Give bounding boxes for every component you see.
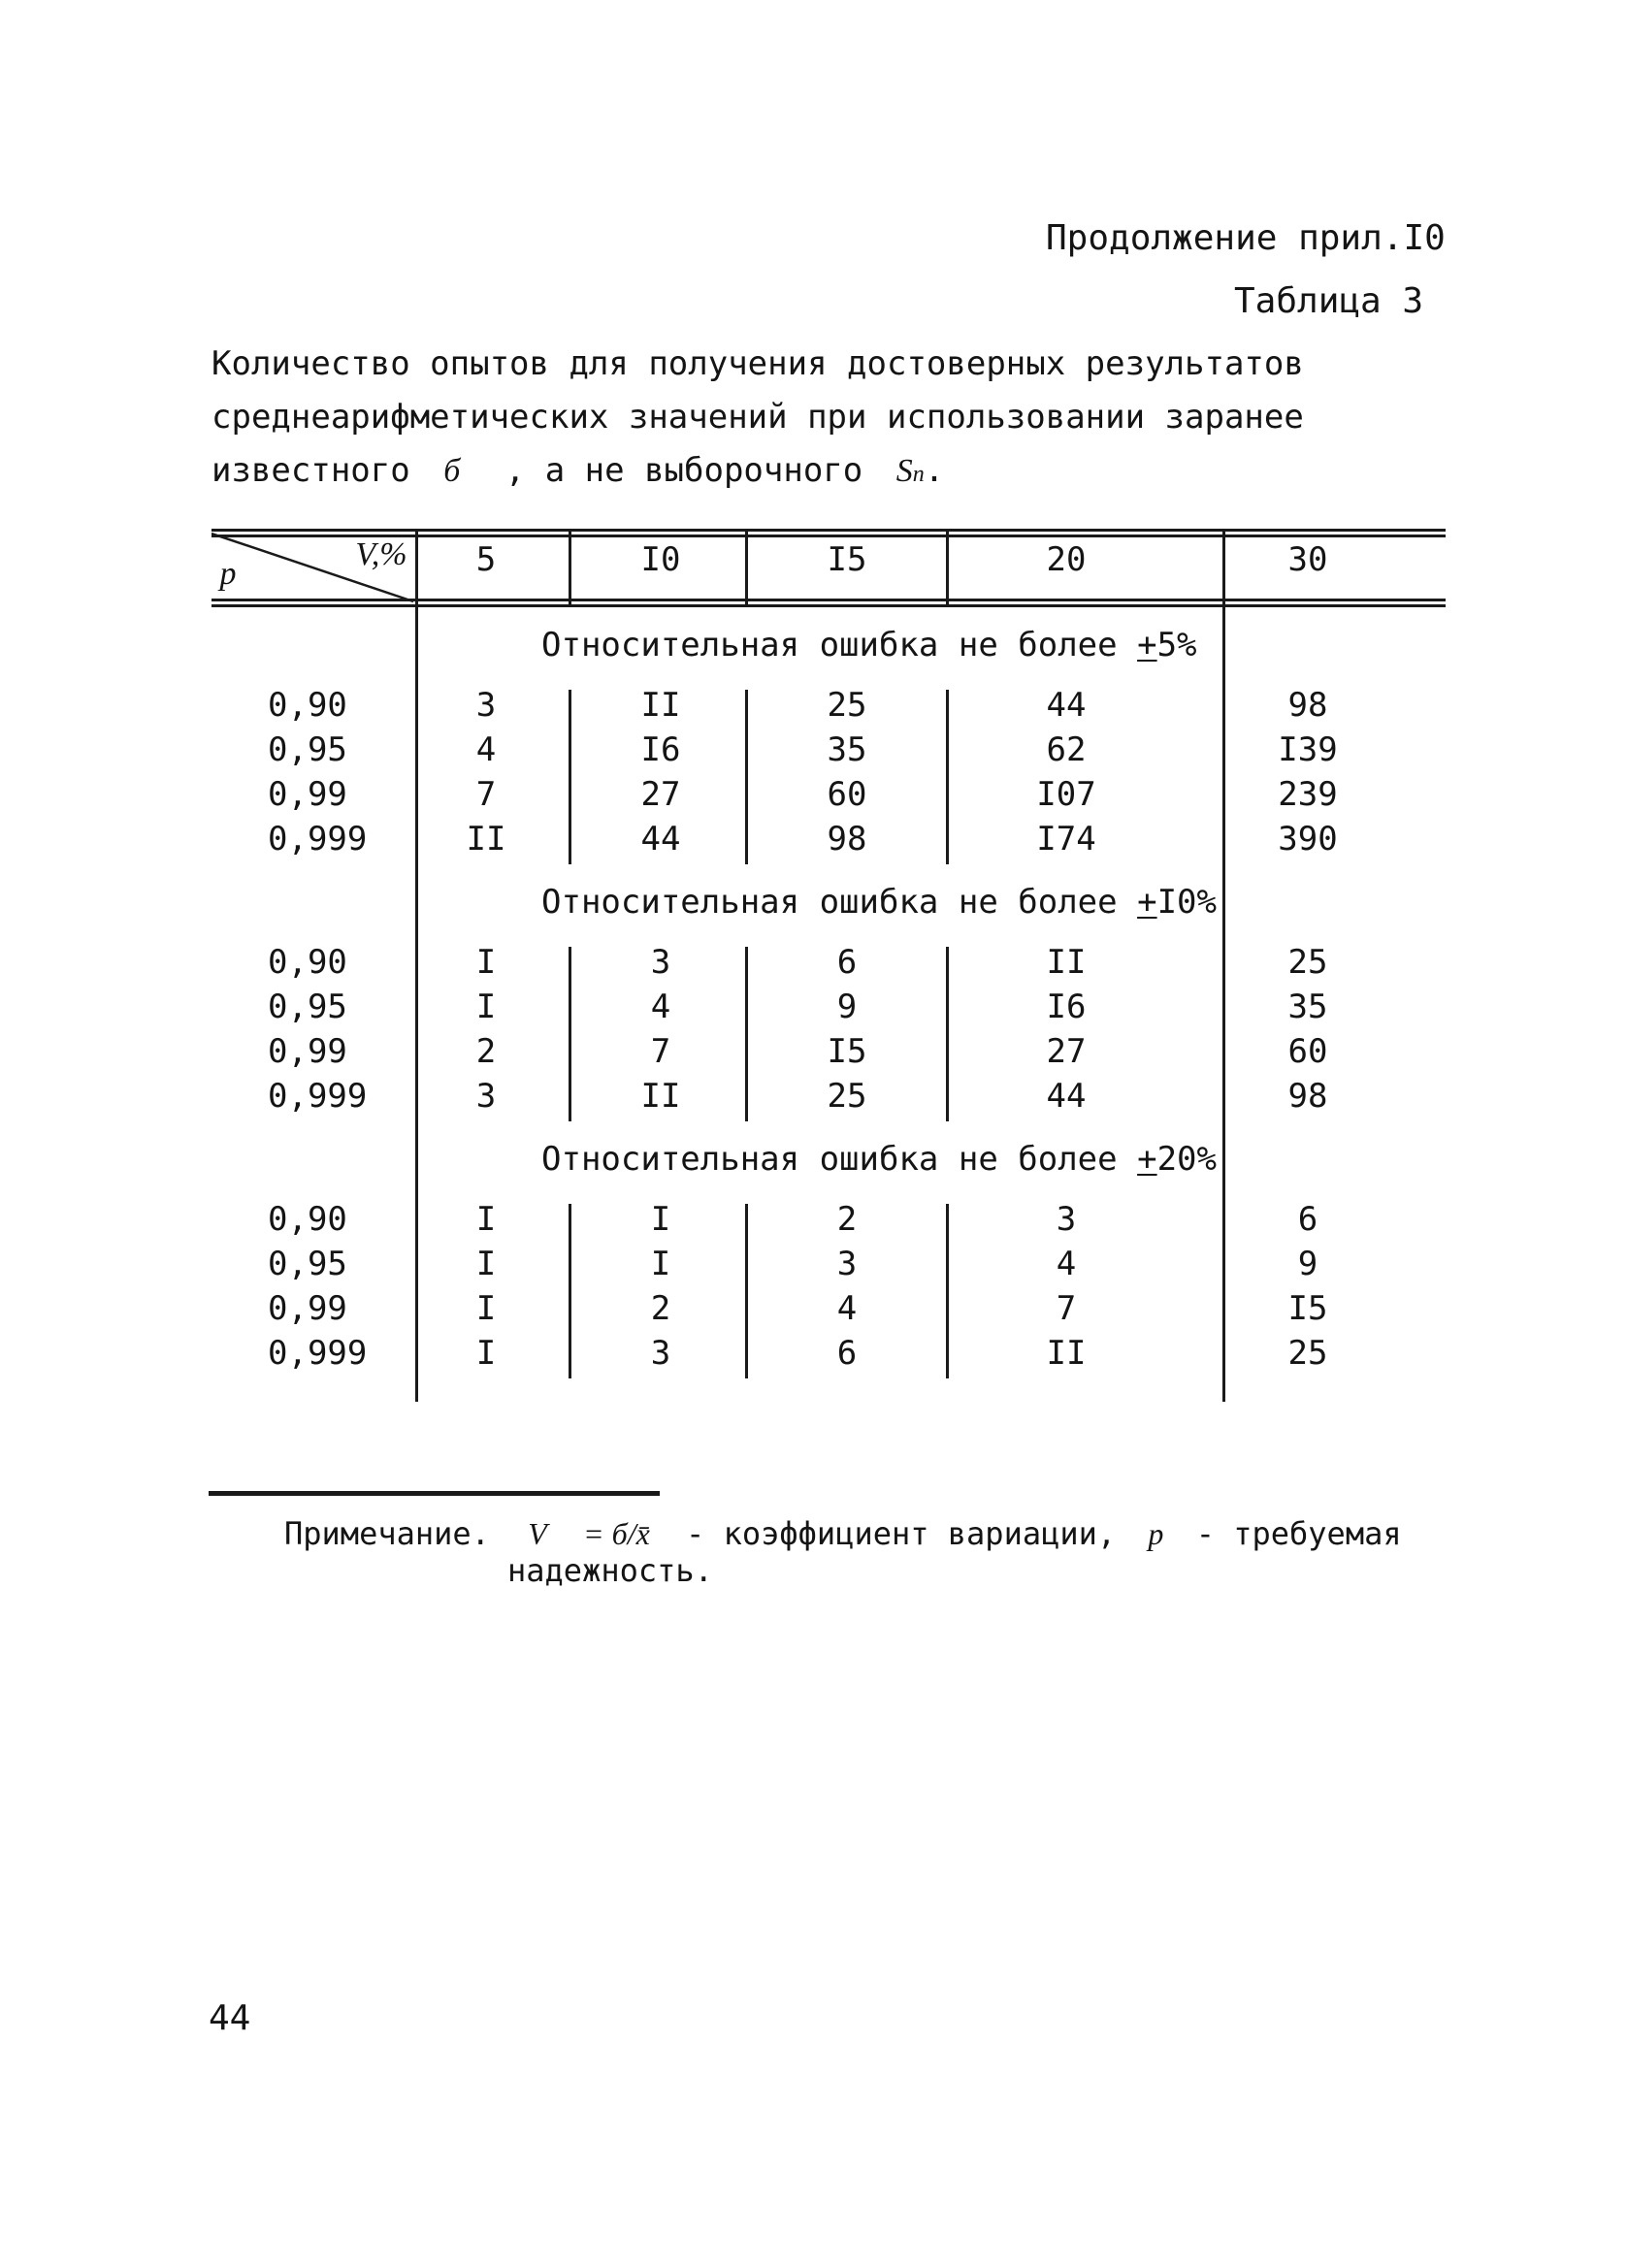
table-cell: 3	[1056, 1200, 1077, 1239]
table-cell: I	[650, 1245, 671, 1283]
column-header: 30	[1287, 540, 1328, 579]
page-number: 44	[209, 1998, 251, 2038]
column-rule	[569, 690, 571, 864]
table-cell: 9	[836, 988, 858, 1026]
s-symbol: S	[895, 453, 913, 489]
footnote-line-2: надежность.	[507, 1552, 713, 1589]
column-rule	[745, 947, 748, 1121]
table-cell: I	[475, 943, 497, 982]
table-cell: 7	[1056, 1289, 1077, 1328]
table-cell: 7	[475, 775, 497, 814]
table-cell: I	[475, 1245, 497, 1283]
table-cell: 7	[650, 1032, 671, 1071]
section-heading: Относительная ошибка не более +20%	[541, 1140, 1217, 1179]
table-cell: II	[1046, 1334, 1087, 1373]
table-title	[212, 338, 1304, 502]
column-rule	[946, 529, 949, 607]
section-heading: Относительная ошибка не более +5%	[541, 626, 1197, 664]
table-cell: 25	[827, 686, 867, 725]
probability-cell: 0,999	[268, 1077, 368, 1116]
v-symbol: V	[528, 1516, 547, 1551]
column-rule	[946, 1204, 949, 1378]
table-label: Таблица 3	[1234, 281, 1424, 321]
table-cell: 3	[475, 1077, 497, 1116]
probability-cell: 0,999	[268, 1334, 368, 1373]
table-cell: I07	[1036, 775, 1096, 814]
column-header: 20	[1046, 540, 1087, 579]
footnote-rule	[209, 1491, 660, 1496]
column-header: 5	[475, 540, 497, 579]
table-cell: I	[475, 988, 497, 1026]
table-cell: 2	[650, 1289, 671, 1328]
table-cell: 25	[1287, 943, 1328, 982]
table-cell: 98	[1287, 1077, 1328, 1116]
column-rule	[569, 947, 571, 1121]
table-cell: I74	[1036, 820, 1096, 859]
table-cell: 27	[1046, 1032, 1087, 1071]
table-cell: I5	[827, 1032, 867, 1071]
table-cell: 9	[1297, 1245, 1318, 1283]
probability-cell: 0,95	[268, 1245, 347, 1283]
table-cell: 3	[650, 943, 671, 982]
table-cell: 3	[836, 1245, 858, 1283]
sigma-symbol: б	[443, 453, 461, 489]
probability-cell: 0,90	[268, 686, 347, 725]
probability-cell: 0,95	[268, 988, 347, 1026]
table-cell: II	[640, 686, 681, 725]
continuation-label: Продолжение прил.I0	[1046, 218, 1446, 258]
table-cell: 25	[827, 1077, 867, 1116]
table-cell: I	[475, 1334, 497, 1373]
table-cell: II	[640, 1077, 681, 1116]
column-rule	[569, 529, 571, 607]
column-rule	[745, 529, 748, 607]
footnote	[284, 1515, 1402, 1589]
table-cell: 44	[640, 820, 681, 859]
table-cell: 44	[1046, 1077, 1087, 1116]
table-cell: 239	[1278, 775, 1338, 814]
table-cell: I6	[640, 730, 681, 769]
plus-minus-sign: +	[1137, 626, 1157, 664]
table-cell: I6	[1046, 988, 1087, 1026]
probability-cell: 0,90	[268, 1200, 347, 1239]
column-header: I5	[827, 540, 867, 579]
probability-cell: 0,99	[268, 1032, 347, 1071]
section-heading: Относительная ошибка не более +I0%	[541, 883, 1217, 922]
probability-cell: 0,90	[268, 943, 347, 982]
table-cell: 25	[1287, 1334, 1328, 1373]
formula: = б/x̄	[583, 1516, 650, 1551]
table-cell: 98	[827, 820, 867, 859]
title-line-1: Количество опытов для получения достоверных результатов	[212, 344, 1304, 383]
table-cell: I5	[1287, 1289, 1328, 1328]
s-subscript: n	[912, 462, 925, 487]
table-cell: 6	[836, 943, 858, 982]
table-cell: 3	[475, 686, 497, 725]
title-line-3: известного б , а не выборочного Sn.	[212, 451, 945, 490]
table-cell: 98	[1287, 686, 1328, 725]
column-rule	[946, 690, 949, 864]
table-cell: I39	[1278, 730, 1338, 769]
column-header: I0	[640, 540, 681, 579]
table-cell: 44	[1046, 686, 1087, 725]
table-cell: II	[466, 820, 506, 859]
table-cell: 6	[1297, 1200, 1318, 1239]
probability-cell: 0,999	[268, 820, 368, 859]
table-cell: 60	[1287, 1032, 1328, 1071]
footnote-line-1: Примечание. V = б/x̄ - коэффициент вариации, p - требуемая	[284, 1515, 1402, 1552]
column-rule	[745, 1204, 748, 1378]
title-line-2: среднеарифметических значений при использовании заранее	[212, 398, 1304, 437]
column-rule	[415, 529, 418, 1402]
p-symbol: p	[1148, 1516, 1164, 1551]
table-cell: 62	[1046, 730, 1087, 769]
column-rule	[569, 1204, 571, 1378]
corner-p-label: p	[219, 556, 237, 592]
table-cell: 4	[836, 1289, 858, 1328]
table-cell: 4	[650, 988, 671, 1026]
table-cell: I	[475, 1200, 497, 1239]
table-cell: I	[475, 1289, 497, 1328]
plus-minus-sign: +	[1137, 1140, 1157, 1179]
column-rule	[745, 690, 748, 864]
probability-cell: 0,99	[268, 775, 347, 814]
table-cell: 6	[836, 1334, 858, 1373]
probability-cell: 0,95	[268, 730, 347, 769]
table-cell: 3	[650, 1334, 671, 1373]
table-cell: 2	[836, 1200, 858, 1239]
table-cell: 35	[827, 730, 867, 769]
plus-minus-sign: +	[1137, 883, 1157, 922]
probability-cell: 0,99	[268, 1289, 347, 1328]
table-cell: 4	[475, 730, 497, 769]
table-cell: I	[650, 1200, 671, 1239]
table-cell: 60	[827, 775, 867, 814]
table-cell: 27	[640, 775, 681, 814]
column-rule	[946, 947, 949, 1121]
data-table	[212, 529, 1446, 1402]
corner-v-label: V,%	[355, 536, 407, 572]
table-cell: II	[1046, 943, 1087, 982]
table-cell: 35	[1287, 988, 1328, 1026]
column-rule	[1222, 529, 1225, 1402]
table-cell: 4	[1056, 1245, 1077, 1283]
table-cell: 2	[475, 1032, 497, 1071]
table-cell: 390	[1278, 820, 1338, 859]
